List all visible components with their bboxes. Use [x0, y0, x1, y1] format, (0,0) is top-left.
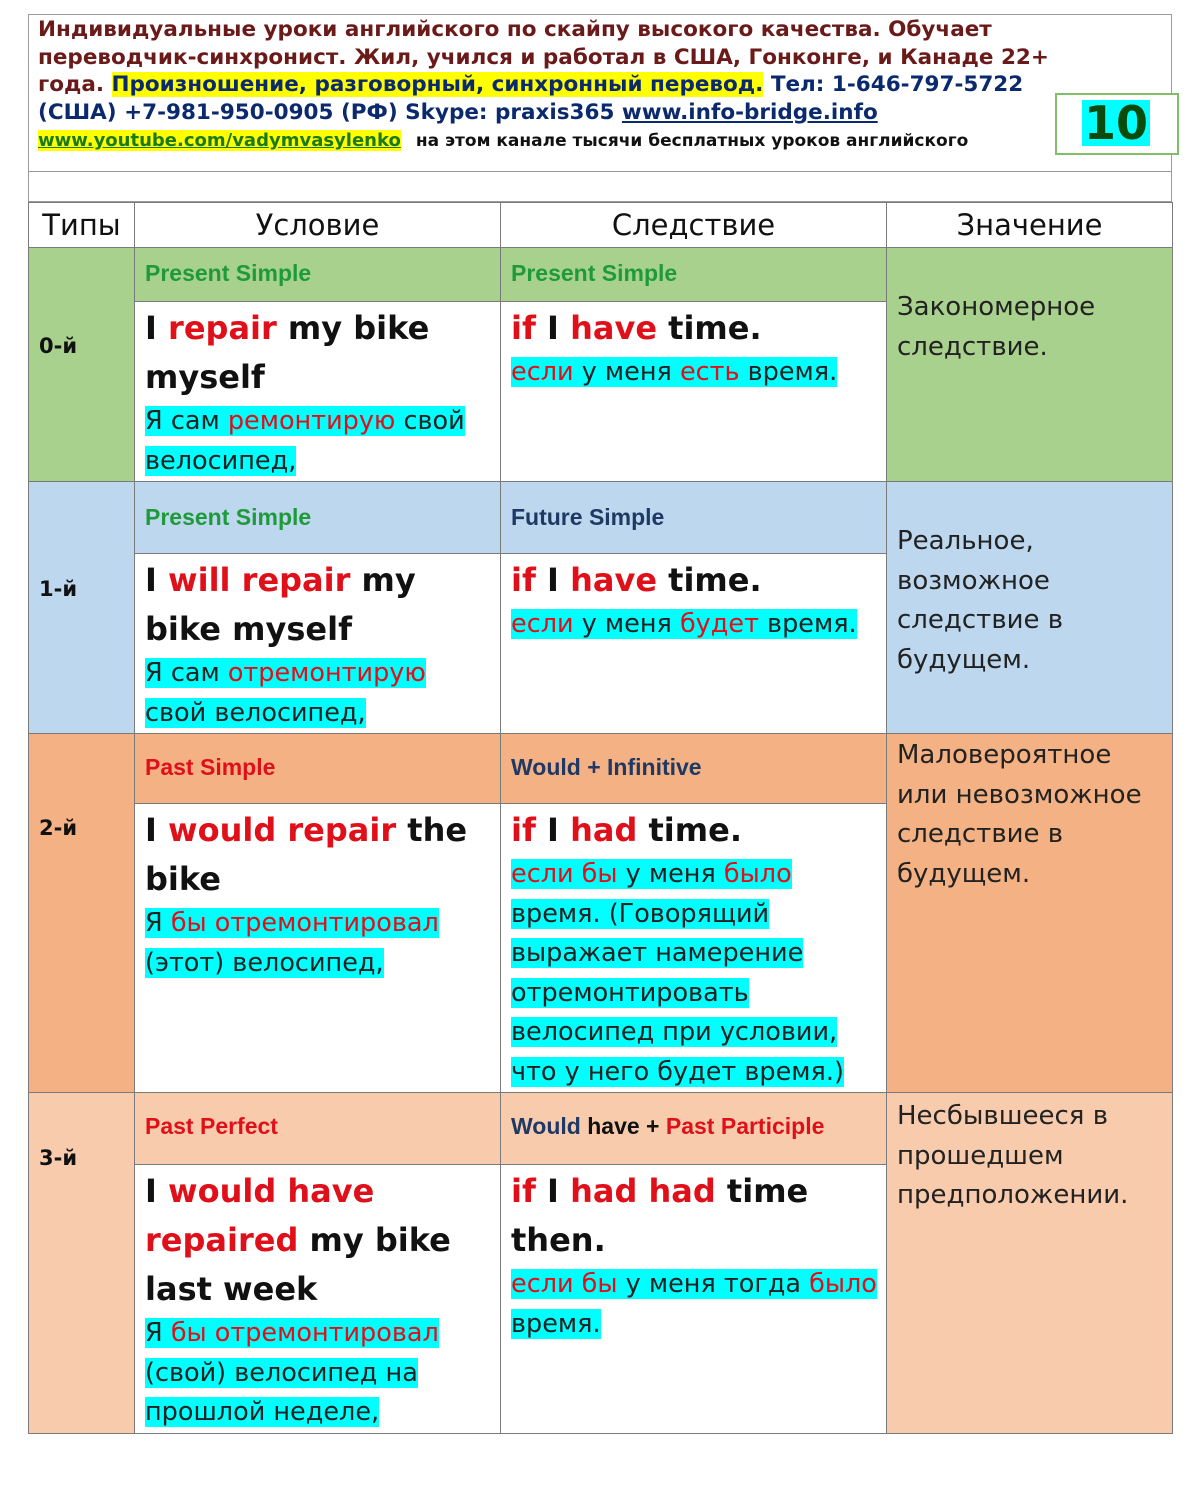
text: I [145, 1172, 169, 1210]
header-consequence: Следствие [501, 203, 887, 248]
verb-highlight: would repair [168, 811, 397, 849]
text: у меня тогда [617, 1269, 810, 1299]
meaning-1: Реальное, возможное следствие в будущем. [887, 482, 1173, 734]
en-consequence [511, 304, 878, 353]
text: время. (Говорящий выражает намерение отремонтировать велосипед при условии, что у него будет время.) [511, 898, 844, 1087]
conditionals-table [28, 202, 1173, 1434]
ru-condition [145, 904, 492, 983]
ru-condition [145, 654, 492, 733]
cond-example-2 [135, 804, 501, 1093]
text: Я сам [145, 406, 228, 436]
cond-tense-0: Present Simple [135, 248, 501, 302]
cond-tense-2: Past Simple [135, 734, 501, 804]
meaning-0: Закономерное следствие. [887, 248, 1173, 482]
cond-tense-1: Present Simple [135, 482, 501, 554]
verb-highlight: есть [679, 357, 740, 387]
verb-highlight: had had [570, 1172, 716, 1210]
text: I [145, 811, 169, 849]
cond-tense-3: Past Perfect [135, 1093, 501, 1165]
en-condition [145, 1167, 492, 1314]
verb-highlight: было [723, 859, 792, 889]
type-label: 0-й [39, 333, 78, 358]
if-word: if [511, 309, 536, 347]
youtube-note: на этом канале тысячи бесплатных уроков английского [415, 131, 969, 151]
cons-example-1 [501, 554, 887, 734]
en-consequence [511, 806, 878, 855]
if-word: если бы [511, 859, 618, 889]
text: Я сам [145, 658, 228, 688]
cons-tense-2: Would + Infinitive [501, 734, 887, 804]
cons-example-3 [501, 1165, 887, 1434]
if-word: if [511, 561, 536, 599]
text: the bike [145, 811, 468, 898]
text: time. [657, 309, 762, 347]
header-text [38, 16, 1168, 156]
type-cell-3 [29, 1093, 135, 1434]
text: my bike myself [145, 561, 416, 648]
table-row [29, 482, 1173, 554]
website-link[interactable]: www.info-bridge.info [621, 99, 878, 125]
if-word: если [511, 609, 574, 639]
tense-participle: Past Participle [665, 1113, 825, 1139]
text: my bike last week [145, 1221, 451, 1308]
if-word: если бы [511, 1269, 618, 1299]
verb-highlight: бы отремонтировал [170, 908, 439, 938]
text: I [145, 561, 169, 599]
text: I [535, 309, 571, 347]
table-row [29, 734, 1173, 804]
cond-example-1 [135, 554, 501, 734]
text: I [145, 309, 169, 347]
tense-have: have + [580, 1113, 666, 1139]
table-row [29, 248, 1173, 302]
text: у меня [573, 357, 680, 387]
verb-highlight: будет [679, 609, 759, 639]
cons-example-2 [501, 804, 887, 1093]
table-row [29, 1093, 1173, 1165]
text: Я [145, 1318, 171, 1348]
verb-highlight: ремонтирую [227, 406, 396, 436]
verb-highlight: бы отремонтировал [170, 1318, 439, 1348]
if-word: if [511, 1172, 536, 1210]
text: время. [758, 609, 857, 639]
text: у меня [617, 859, 724, 889]
header-services-highlight: Произношение, разговорный, синхронный перевод. [111, 72, 764, 97]
header-line-1: Индивидуальные уроки английского по скайпу высокого качества. Обучает [38, 17, 992, 42]
text: время. [511, 1308, 601, 1339]
text: I [535, 561, 571, 599]
header-line-3-start: года. [38, 72, 112, 97]
cons-tense-1: Future Simple [501, 482, 887, 554]
meaning-2: Маловероятное или невозможное следствие в будущем. [887, 734, 1173, 1093]
if-word: if [511, 811, 536, 849]
ru-condition [145, 402, 492, 481]
verb-highlight: have [570, 561, 658, 599]
cond-example-3 [135, 1165, 501, 1434]
type-cell-1 [29, 482, 135, 734]
text: Я [145, 908, 171, 938]
type-label: 2-й [39, 816, 78, 840]
verb-highlight: repair [168, 309, 277, 347]
ru-condition [145, 1314, 492, 1433]
en-condition [145, 806, 492, 904]
verb-highlight: было [809, 1269, 877, 1299]
header-types: Типы [29, 203, 135, 248]
ru-consequence [511, 1265, 878, 1344]
page-number: 10 [1083, 96, 1148, 150]
text: I [535, 811, 571, 849]
text: время. [739, 357, 838, 387]
header-line-3 [38, 71, 1168, 99]
text: свой велосипед, [145, 406, 465, 476]
en-consequence [511, 1167, 878, 1265]
cond-example-0 [135, 302, 501, 482]
spacer-row [28, 172, 1172, 202]
cons-tense-0: Present Simple [501, 248, 887, 302]
cons-tense-3 [501, 1093, 887, 1165]
header-phone-us: Тел: 1-646-797-5722 [763, 72, 1024, 97]
tense-would: Would [511, 1113, 581, 1139]
type-label: 3-й [39, 1145, 78, 1170]
en-condition [145, 556, 492, 654]
if-word: если [511, 357, 574, 387]
cons-example-0 [501, 302, 887, 482]
en-consequence [511, 556, 878, 605]
header-line-5 [38, 126, 1168, 156]
text: time. [657, 561, 762, 599]
header-line-2: переводчик-синхронист. Жил, учился и работал в США, Гонконге, и Канаде 22+ [38, 44, 1049, 70]
verb-highlight: will repair [168, 561, 351, 599]
header-phone-skype: (США) +7-981-950-0905 (РФ) Skype: praxis365 [38, 99, 622, 125]
verb-highlight: отремонтирую [227, 658, 426, 688]
text: time. [637, 811, 742, 849]
ru-consequence [511, 353, 878, 393]
text: time then. [511, 1172, 809, 1259]
type-cell-2 [29, 734, 135, 1093]
text: (свой) велосипед на прошлой неделе, [145, 1357, 418, 1427]
header-condition: Условие [135, 203, 501, 248]
ru-consequence [511, 605, 878, 645]
ru-consequence [511, 855, 878, 1092]
en-condition [145, 304, 492, 402]
text: у меня [573, 609, 680, 639]
meaning-3: Несбывшееся в прошедшем предположении. [887, 1093, 1173, 1434]
header-line-4 [38, 99, 1168, 127]
text: my bike myself [145, 309, 430, 396]
type-label: 1-й [39, 576, 78, 601]
youtube-link[interactable]: www.youtube.com/vadymvasylenko [38, 130, 401, 151]
type-cell-0 [29, 248, 135, 482]
verb-highlight: had [570, 811, 638, 849]
verb-highlight: have [570, 309, 658, 347]
header-meaning: Значение [887, 203, 1173, 248]
text: (этот) велосипед, [145, 947, 384, 978]
table-header-row [29, 203, 1173, 248]
verb-highlight: would have repaired [145, 1172, 375, 1259]
text: I [535, 1172, 571, 1210]
text: свой велосипед, [145, 697, 366, 728]
